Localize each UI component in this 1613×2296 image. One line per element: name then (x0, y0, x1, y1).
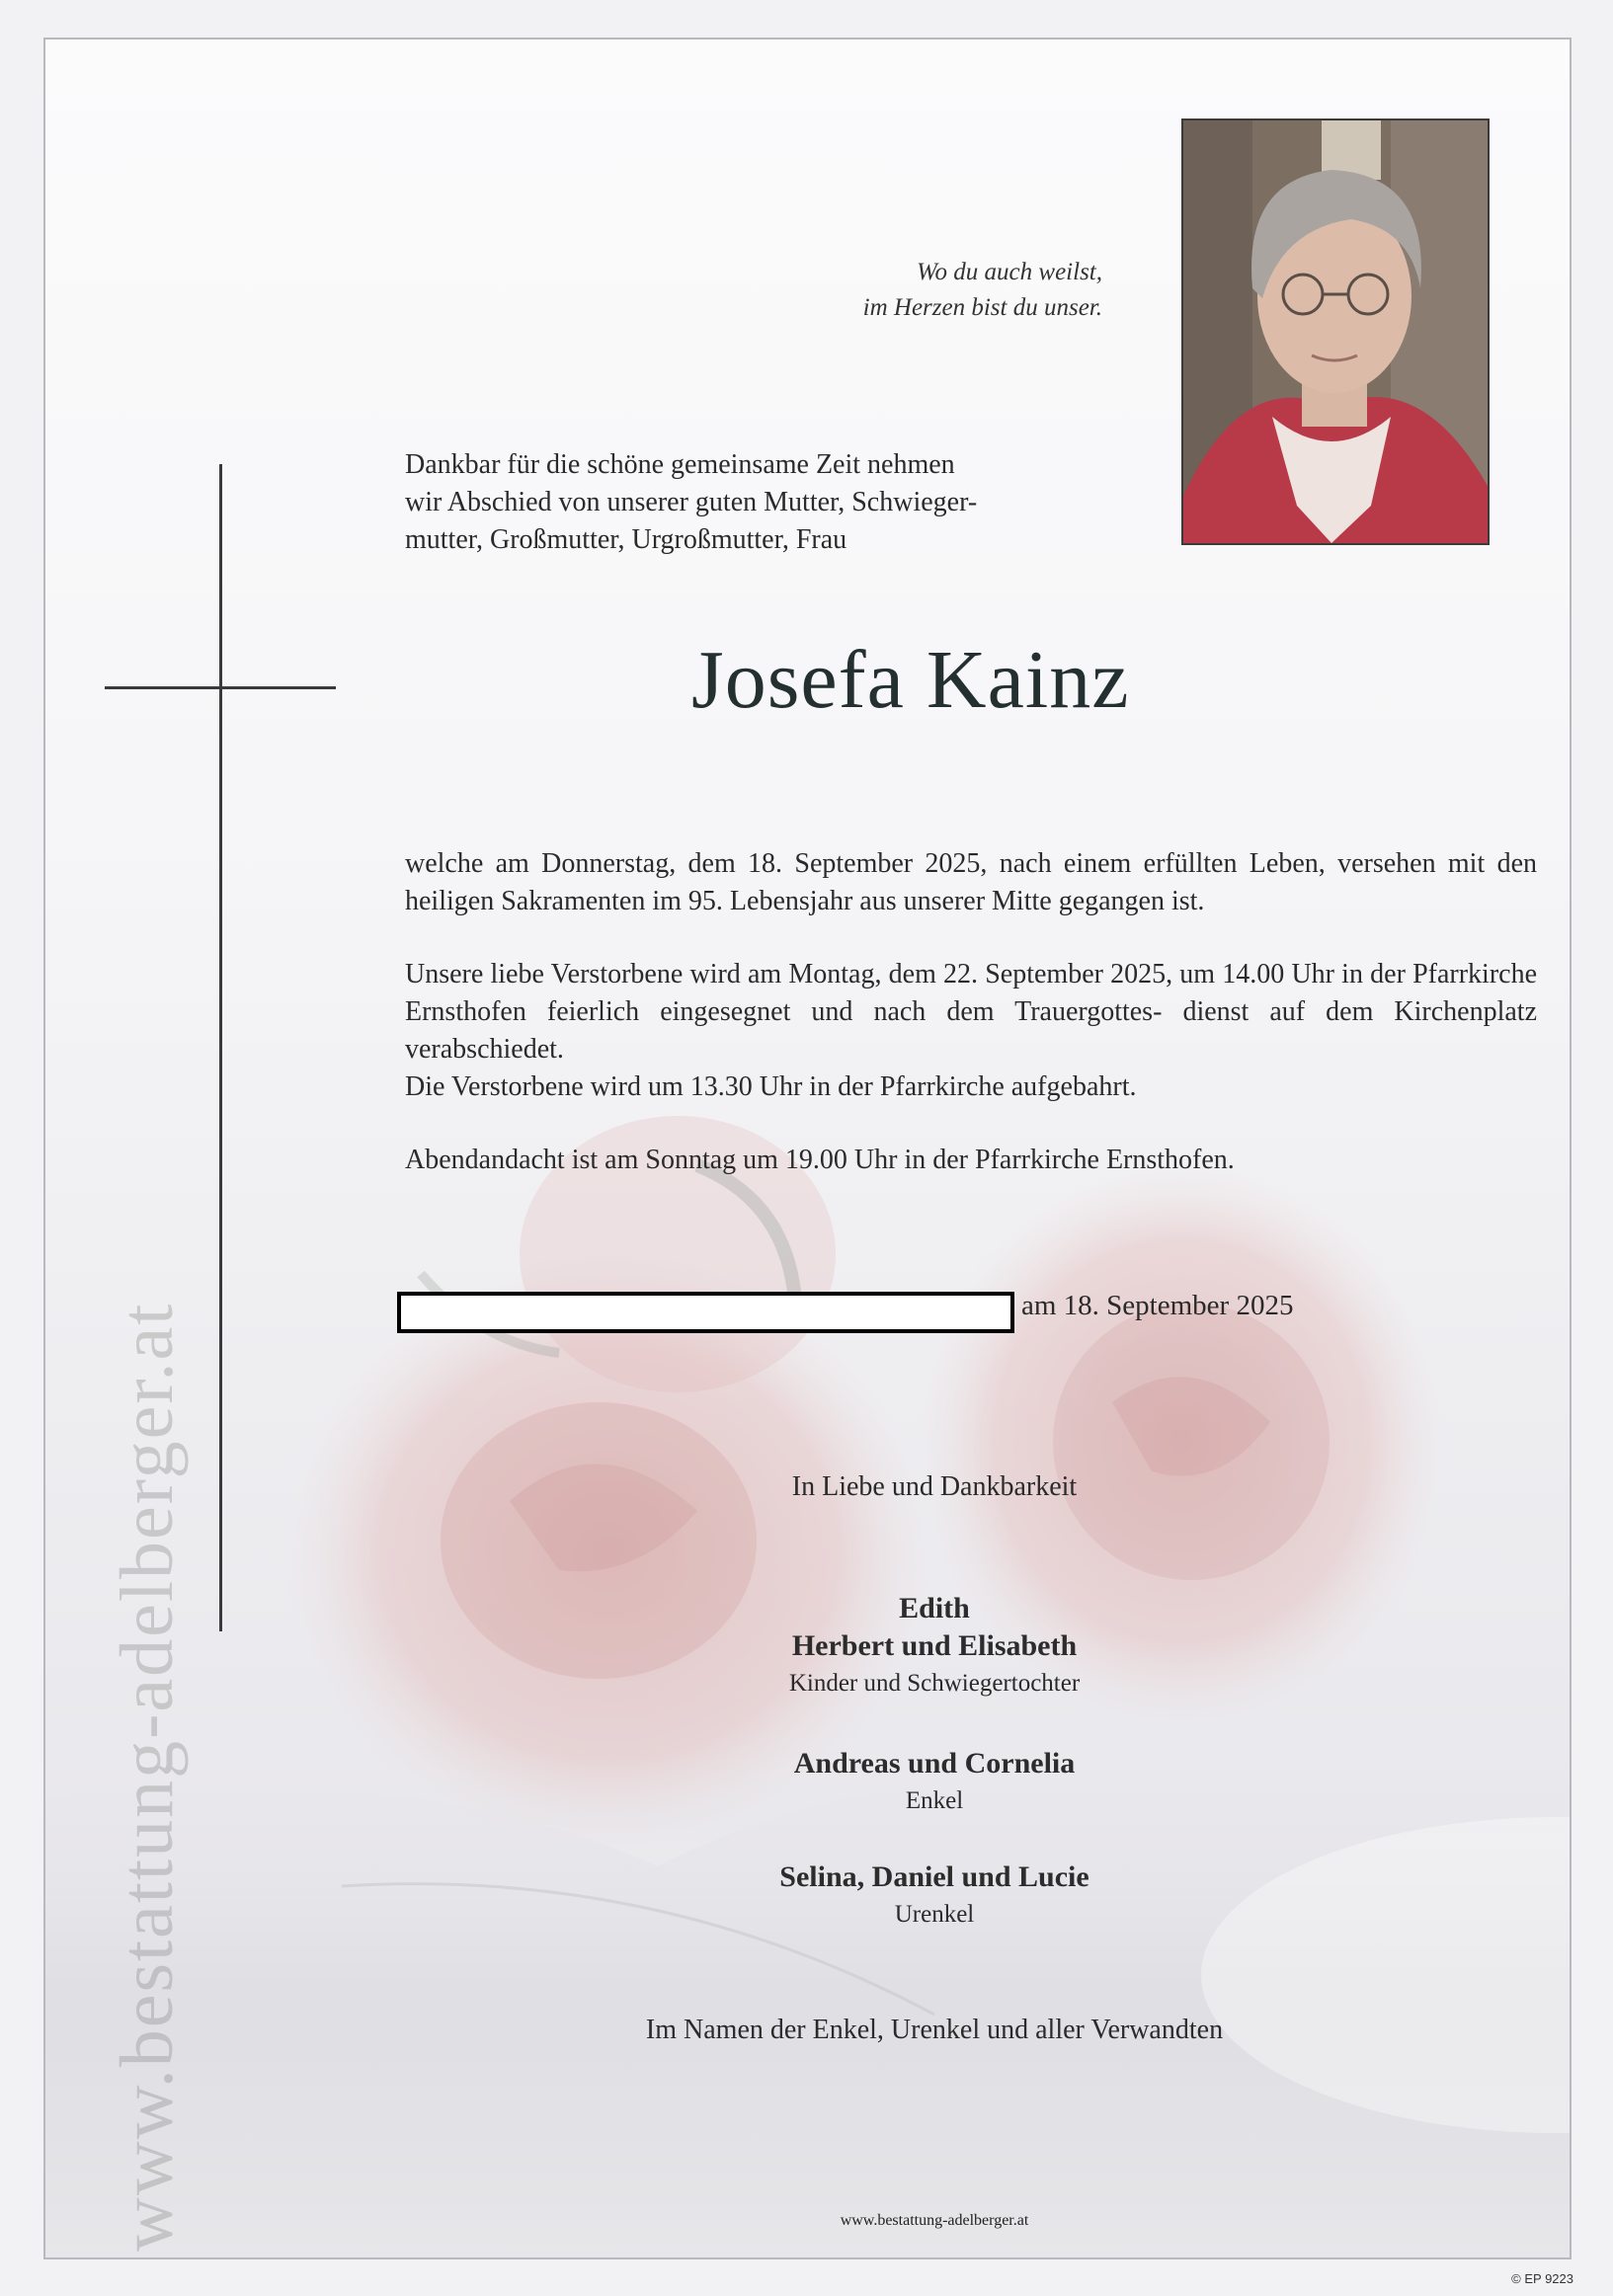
intro-line-2: wir Abschied von unserer guten Mutter, Schwieger- (405, 487, 978, 517)
family-name-line: Herbert und Elisabeth (791, 1629, 1078, 1662)
family-group-great-grandchildren (441, 1859, 1428, 1934)
family-name-line: Edith (899, 1592, 970, 1624)
deceased-name: Josefa Kainz (691, 634, 1130, 726)
copyright-notice: © EP 9223 (1511, 2271, 1573, 2286)
family-name-line: Selina, Daniel und Lucie (779, 1861, 1089, 1893)
motto-line-2: im Herzen bist du unser. (862, 294, 1102, 321)
motto-line-1: Wo du auch weilst, (917, 259, 1102, 285)
cross-vertical-bar (219, 464, 222, 1631)
viewing-paragraph: Die Verstorbene wird um 13.30 Uhr in der Pfarrkirche aufgebahrt. (405, 1071, 1137, 1102)
funeral-paragraph: Unsere liebe Verstorbene wird am Montag, dem 22. September 2025, um 14.00 Uhr in der Pfarrkirche Ernsthofen feierlich eingesegnet und nach dem Trauergottes- dienst auf dem Kirchenplatz verabschiedet. (405, 959, 1537, 1065)
portrait-photo (1181, 119, 1490, 545)
family-role: Urenkel (894, 1901, 975, 1928)
death-notice-paragraph: welche am Donnerstag, dem 18. September 2025, nach einem erfüllten Leben, versehen mit den heiligen Sakramenten im 95. Lebensjahr aus unserer Mitte gegangen ist. (405, 848, 1537, 916)
funeral-details (405, 845, 1537, 1179)
obituary-card (43, 38, 1572, 2259)
family-group-grandchildren (441, 1745, 1428, 1820)
website-watermark: www.bestattung-adelberger.at (106, 1302, 189, 2252)
intro-text (405, 446, 1105, 559)
family-role: Kinder und Schwiegertochter (788, 1670, 1081, 1697)
place-date: am 18. September 2025 (1021, 1290, 1294, 1321)
family-name-line: Andreas und Cornelia (793, 1747, 1076, 1780)
intro-line-3: mutter, Großmutter, Urgroßmutter, Frau (405, 524, 847, 555)
thanks-line: In Liebe und Dankbarkeit (791, 1471, 1078, 1502)
family-role: Enkel (905, 1787, 964, 1814)
motto-quote (737, 255, 1102, 326)
footer-website: www.bestattung-adelberger.at (840, 2212, 1029, 2229)
intro-line-1: Dankbar für die schöne gemeinsame Zeit nehmen (405, 449, 955, 480)
family-group-children (441, 1590, 1428, 1702)
closing-line: Im Namen der Enkel, Urenkel und aller Verwandten (645, 2015, 1224, 2045)
vigil-paragraph: Abendandacht ist am Sonntag um 19.00 Uhr in der Pfarrkirche Ernsthofen. (405, 1145, 1235, 1175)
redacted-place-box (397, 1292, 1014, 1333)
cross-horizontal-bar (105, 686, 336, 689)
